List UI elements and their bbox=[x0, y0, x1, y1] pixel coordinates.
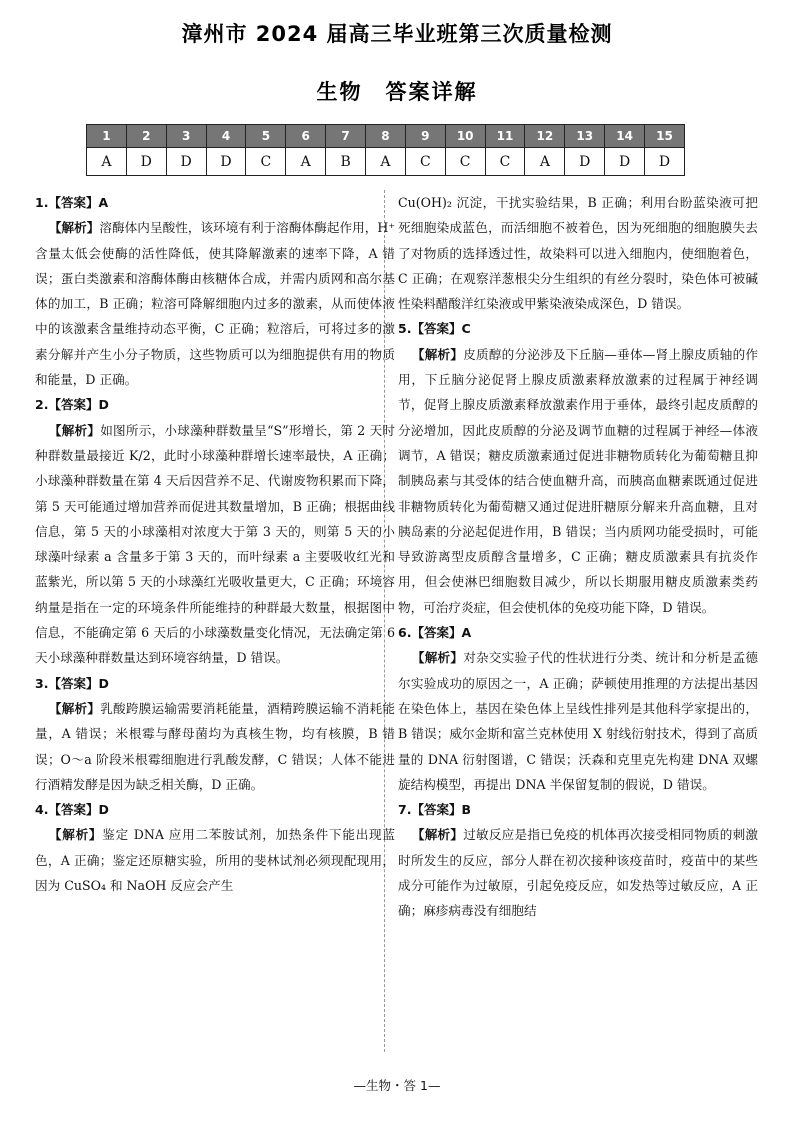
analysis-text: 对杂交实验子代的性状进行分类、统计和分析是孟德尔实验成功的原因之一，A 正确；萨顿使用推理的方法提出基因在染色体上，基因在染色体上呈线性排列是其他科学家提出的，B 错误；威尔金斯和富兰克林使用 X 射线衍射技术，得到了高质量的 DNA 衍射图谱，C 错误；沃森和克里克先构建 DNA 双螺旋结构模型，再提出 DNA 半保留复制的假说，D 错误。 bbox=[398, 650, 759, 792]
question-number-cell: 10 bbox=[445, 125, 485, 148]
question-answer-line bbox=[398, 797, 758, 822]
analysis-label: 【解析】 bbox=[411, 346, 464, 362]
answer-value: B bbox=[461, 802, 471, 818]
question-number-cell: 6 bbox=[286, 125, 326, 148]
answer-cell: D bbox=[126, 148, 166, 176]
answer-value: A bbox=[98, 195, 109, 210]
question-number-cell: 3 bbox=[166, 125, 206, 148]
answer-cell: D bbox=[166, 148, 206, 176]
question-number: 3. bbox=[35, 675, 49, 691]
question-number-cell: 9 bbox=[405, 125, 445, 148]
analysis-paragraph bbox=[35, 418, 395, 671]
answer-value: A bbox=[461, 625, 472, 641]
answer-cell: A bbox=[286, 148, 326, 176]
answer-label: 【答案】 bbox=[411, 625, 462, 641]
question-number-cell: 7 bbox=[326, 125, 366, 148]
question-number-cell: 13 bbox=[565, 125, 605, 148]
answer-table-header-row bbox=[87, 125, 685, 148]
analysis-paragraph bbox=[398, 342, 758, 620]
analysis-paragraph bbox=[398, 822, 758, 923]
analysis-continuation: Cu(OH)₂ 沉淀，干扰实验结果，B 正确；利用台盼蓝染液可把死细胞染成蓝色，而活细胞不被着色，因为死细胞的细胞膜失去了对物质的选择透过性，故染料可以进入细胞内，使细胞着色，C 正确；在观察洋葱根尖分生组织的有丝分裂时，染色体可被碱性染料醋酸洋红染液或甲紫染液染成深色，D 错误。 bbox=[398, 195, 758, 312]
question-number-cell: 5 bbox=[246, 125, 286, 148]
question-number-cell: 15 bbox=[645, 125, 685, 148]
question-answer-line bbox=[35, 671, 395, 696]
question-number: 1. bbox=[35, 195, 49, 210]
answer-cell: C bbox=[445, 148, 485, 176]
question-number: 7. bbox=[398, 802, 412, 818]
analysis-text: 皮质醇的分泌涉及下丘脑—垂体—肾上腺皮质轴的作用，下丘脑分泌促肾上腺皮质激素释放激素的过程属于神经调节，促肾上腺皮质激素释放激素作用于垂体，最终引起皮质醇的分泌增加，因此皮质醇的分泌及调节血糖的过程属于神经—体液调节，A 错误；糖皮质激素通过促进非糖物质转化为葡萄糖且抑制胰岛素与其受体的结合使血糖升高，而胰高血糖素既通过促进非糖物质转化为葡萄糖又通过促进肝糖原分解来升高血糖，且对胰岛素的分泌起促进作用，B 错误；当内质网功能受损时，可能导致游离型皮质醇含量增多，C 正确；糖皮质激素具有抗炎作用，但会使淋巴细胞数目减少，所以长期服用糖皮质激素类药物，可治疗炎症，但会使机体的免疫功能下降，D 错误。 bbox=[398, 346, 759, 615]
question-answer-line bbox=[35, 797, 395, 822]
question-number-cell: 12 bbox=[525, 125, 565, 148]
answer-label: 【答案】 bbox=[48, 802, 99, 818]
left-column bbox=[35, 190, 395, 898]
document-subtitle: 生物 答案详解 bbox=[316, 80, 478, 104]
answer-cell: C bbox=[405, 148, 445, 176]
analysis-label: 【解析】 bbox=[411, 650, 464, 666]
question-answer-line bbox=[35, 392, 395, 417]
question-number: 4. bbox=[35, 802, 49, 818]
answer-value: D bbox=[98, 397, 109, 413]
answer-cell: D bbox=[206, 148, 246, 176]
question-answer-line bbox=[35, 190, 395, 215]
analysis-text: 乳酸跨膜运输需要消耗能量，酒精跨膜运输不消耗能量，A 错误；米根霉与酵母菌均为真核生物，均有核膜，B 错误；O～a 阶段米根霉细胞进行乳酸发酵，C 错误；人体不能进行酒精发酵是因为缺乏相关酶，D 正确。 bbox=[35, 700, 396, 792]
answer-cell: D bbox=[565, 148, 605, 176]
question-answer-line bbox=[398, 620, 758, 645]
answer-cell: C bbox=[485, 148, 525, 176]
answer-label: 【答案】 bbox=[411, 802, 462, 818]
analysis-label: 【解析】 bbox=[48, 827, 103, 843]
answer-label: 【答案】 bbox=[411, 321, 462, 337]
question-number-cell: 14 bbox=[605, 125, 645, 148]
analysis-text: 过敏反应是指已免疫的机体再次接受相同物质的刺激时所发生的反应，部分人群在初次接种该疫苗时，疫苗中的某些成分可能作为过敏原，引起免疫反应，如发热等过敏反应，A 正确；麻疹病毒没有细胞结 bbox=[398, 827, 759, 919]
answer-table-value-row bbox=[87, 148, 685, 176]
answer-value: D bbox=[98, 802, 109, 818]
answer-cell: B bbox=[326, 148, 366, 176]
question-number-cell: 11 bbox=[485, 125, 525, 148]
answer-value: C bbox=[461, 321, 471, 337]
analysis-paragraph bbox=[35, 215, 395, 392]
answer-value: D bbox=[98, 675, 109, 691]
right-column bbox=[398, 190, 758, 924]
answer-cell: A bbox=[525, 148, 565, 176]
analysis-text: 鉴定 DNA 应用二苯胺试剂，加热条件下能出现蓝色，A 正确；鉴定还原糖实验，所用的斐林试剂必须现配现用，因为 CuSO₄ 和 NaOH 反应会产生 bbox=[35, 827, 396, 894]
question-number-cell: 2 bbox=[126, 125, 166, 148]
page-footer: —生物・答 1— bbox=[353, 1078, 441, 1093]
analysis-label: 【解析】 bbox=[48, 220, 100, 236]
question-number-cell: 4 bbox=[206, 125, 246, 148]
analysis-label: 【解析】 bbox=[48, 700, 101, 716]
question-number: 5. bbox=[398, 321, 412, 337]
answer-label: 【答案】 bbox=[48, 675, 99, 691]
analysis-paragraph bbox=[398, 645, 758, 797]
question-number-cell: 1 bbox=[87, 125, 127, 148]
analysis-text: 如图所示，小球藻种群数量呈“S”形增长，第 2 天时种群数量最接近 K/2，此时小球藻种群增长速率最快，A 正确；小球藻种群数量在第 4 天后因营养不足、代谢废物积累而下降，第 5 天可能通过增加营养而促进其数量增加，B 正确；根据曲线信息，第 5 天的小球藻相对浓度大于第 3 天的，则第 5 天的小球藻叶绿素 a 含量多于第 3 天的，而叶绿素 a 主要吸收红光和蓝紫光，所以第 5 天的小球藻红光吸收量更大，C 正确；环境容纳量是指在一定的环境条件所能维持的种群最大数量，根据图中信息，不能确定第 6 天后的小球藻数量变化情况，无法确定第 6 天小球藻种群数量达到环境容纳量，D 错误。 bbox=[35, 422, 395, 666]
analysis-paragraph bbox=[35, 696, 395, 797]
analysis-text: 溶酶体内呈酸性，该环境有利于溶酶体酶起作用，H⁺含量太低会使酶的活性降低，使其降解激素的速率下降，A 错误；蛋白类激素和溶酶体酶由核糖体合成，并需内质网和高尔基体的加工，B 正确；粒溶可降解细胞内过多的激素，从而使体液中的该激素含量维持动态平衡，C 正确；粒溶后，可将过多的激素分解并产生小分子物质，这些物质可以为细胞提供有用的物质和能量，D 正确。 bbox=[35, 220, 395, 388]
analysis-paragraph bbox=[35, 822, 395, 898]
question-answer-line bbox=[398, 316, 758, 341]
answer-cell: A bbox=[366, 148, 406, 176]
question-number: 2. bbox=[35, 397, 49, 413]
answer-table bbox=[86, 124, 685, 176]
answer-cell: D bbox=[645, 148, 685, 176]
answer-cell: A bbox=[87, 148, 127, 176]
document-title: 漳州市 2024 届高三毕业班第三次质量检测 bbox=[181, 22, 613, 46]
answer-label: 【答案】 bbox=[48, 195, 99, 210]
answer-label: 【答案】 bbox=[48, 397, 99, 413]
analysis-label: 【解析】 bbox=[411, 827, 464, 843]
answer-cell: D bbox=[605, 148, 645, 176]
answer-cell: C bbox=[246, 148, 286, 176]
question-number: 6. bbox=[398, 625, 412, 641]
question-number-cell: 8 bbox=[366, 125, 406, 148]
analysis-label: 【解析】 bbox=[48, 422, 101, 438]
